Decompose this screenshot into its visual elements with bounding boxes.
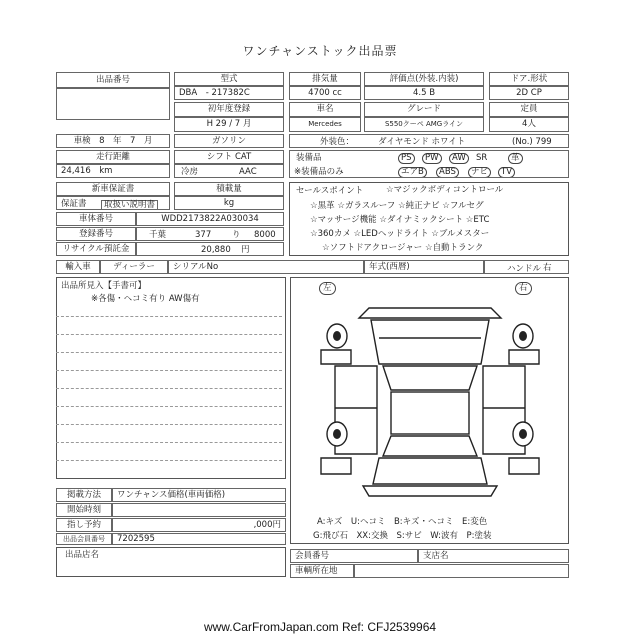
grade-label: グレード	[364, 102, 484, 117]
equipment-box	[289, 150, 569, 178]
steering-side	[484, 260, 569, 274]
exterior-color	[289, 134, 569, 148]
make-label: 車名	[289, 102, 361, 117]
exhibitor-box	[56, 547, 286, 577]
mileage-label: 走行距離	[56, 150, 170, 164]
handle-value: 右	[543, 263, 552, 273]
notes-label: 出品所見入【手書可】	[61, 281, 147, 291]
displacement-label: 排気量	[289, 72, 361, 86]
reserve-value: ,000円	[112, 518, 286, 532]
member-number-value: 7202595	[112, 533, 286, 545]
loading-label: 積載量	[174, 182, 284, 196]
capacity-value: 4人	[489, 117, 569, 132]
model-label: 型式	[174, 72, 284, 86]
vin-label: 車体番号	[56, 212, 136, 226]
displacement-value: 4700 cc	[289, 86, 361, 100]
lot-number-label: 出品番号	[56, 72, 170, 88]
exhibitor-label: 出品店名	[65, 550, 100, 560]
equip-pw: PW	[422, 153, 442, 164]
model-value: DBA - 217382C	[174, 86, 284, 100]
right-side-label: 右	[515, 282, 532, 295]
legend-line-1: A:キズ U:ヘコミ B:キズ・ヘコミ E:変色	[317, 517, 488, 527]
dealer-label: ディーラー	[100, 260, 168, 274]
method-label: 掲載方法	[56, 488, 112, 502]
color-label: 外装色：	[320, 137, 355, 147]
sheet-title: ワンチャンストック出品票	[242, 44, 398, 58]
recycle-unit: 円	[241, 245, 250, 255]
sales-point-line-3: ☆マッサージ機能 ☆ダイナミックシート ☆ETC	[310, 215, 490, 225]
equip-aw: AW	[449, 153, 469, 164]
damage-diagram-box	[290, 277, 569, 544]
doors-label: ドア.形状	[489, 72, 569, 86]
equip-airbag: エアB	[398, 167, 427, 178]
left-side-label: 左	[319, 282, 336, 295]
method-value: ワンチャンス価格(車両価格)	[112, 488, 286, 502]
vin-value: WDD2173822A030034	[136, 212, 284, 226]
notes-line-1: ※各傷・ヘコミ有り AW傷有	[91, 294, 200, 304]
branch-label: 支店名	[418, 549, 569, 563]
plate-kana: り	[232, 230, 241, 240]
import-label: 輸入車	[56, 260, 100, 274]
warranty-label: 新車保証書	[56, 182, 170, 196]
equip-abs: ABS	[436, 167, 459, 178]
equipment-note: ※装備品のみ	[294, 167, 344, 177]
sales-point-line-2: ☆黒革 ☆ガラスルーフ ☆純正ナビ ☆フルセグ	[310, 201, 484, 211]
location-label: 車輌所在地	[290, 564, 354, 578]
equip-sr: SR	[476, 153, 488, 163]
transmission: シフト CAT	[174, 150, 284, 164]
recycle-value: 20,880	[201, 245, 231, 255]
recycle-label: リサイクル預託金	[56, 242, 136, 256]
legend-line-2: G:飛び石 XX:交換 S:サビ W:波有 P:塗装	[313, 531, 492, 541]
first-registration-value: H 29 / 7 月	[174, 117, 284, 132]
recycle-value-cell	[136, 242, 284, 256]
plate-number: 8000	[254, 230, 276, 240]
equip-leather: 革	[508, 153, 523, 164]
sales-points-label: セールスポイント	[296, 186, 364, 196]
score-label: 評価点(外装.内装)	[364, 72, 484, 86]
equipment-label: 装備品	[296, 153, 322, 163]
first-registration-label: 初年度登録	[174, 102, 284, 117]
grade-value: S550クーペ AMGライン	[364, 117, 484, 132]
manual-label: 保証書	[61, 199, 87, 209]
plate-value	[136, 227, 284, 241]
inspection-expiry: 車検 8 年 7 月	[56, 134, 170, 148]
sales-point-line-4: ☆360カメ ☆LEDヘッドライト ☆ブルメスター	[310, 229, 490, 239]
location-value	[354, 564, 569, 578]
handle-label: ハンドル	[507, 264, 542, 274]
manuals-row	[56, 196, 170, 210]
reserve-label: 指し予約	[56, 518, 112, 532]
capacity-label: 定員	[489, 102, 569, 117]
equip-tv: TV	[498, 167, 515, 178]
member-no-label: 会員番号	[290, 549, 418, 563]
car-diagram-icon	[291, 278, 568, 513]
mileage-value: 24,416 km	[56, 164, 170, 178]
serial-label: シリアルNo	[168, 260, 364, 274]
lot-number-value	[56, 88, 170, 120]
loading-unit: kg	[174, 196, 284, 210]
member-number-label: 出品会員番号	[56, 533, 112, 545]
watermark-footer: www.CarFromJapan.com Ref: CFJ2539964	[203, 620, 437, 634]
score-value: 4.5 B	[364, 86, 484, 100]
sales-point-line-5: ☆ソフトドアクロージャー ☆自動トランク	[322, 243, 484, 253]
equip-navi: ナビ	[468, 167, 491, 178]
aircon-value: AAC	[239, 167, 257, 177]
color-number: (No.) 799	[512, 137, 552, 147]
air-conditioning	[174, 164, 284, 178]
color-value: ダイヤモンド ホワイト	[378, 137, 466, 147]
make-value: Mercedes	[289, 117, 361, 132]
sales-points-box	[289, 182, 569, 256]
aircon-label: 冷房	[181, 167, 199, 177]
plate-label: 登録番号	[56, 227, 136, 241]
sales-point-line-1: ☆マジックボディコントロール	[386, 185, 504, 195]
doors-value: 2D CP	[489, 86, 569, 100]
plate-city: 千葉	[149, 230, 167, 240]
inspector-notes-box	[56, 277, 286, 479]
plate-class: 377	[195, 230, 212, 240]
equip-ps: PS	[398, 153, 415, 164]
start-time-label: 開始時刻	[56, 503, 112, 517]
model-year-label: 年式(西暦)	[364, 260, 484, 274]
start-time-value	[112, 503, 286, 517]
fuel-type: ガソリン	[174, 134, 284, 148]
manual-value: 取扱い説明書	[101, 200, 158, 210]
